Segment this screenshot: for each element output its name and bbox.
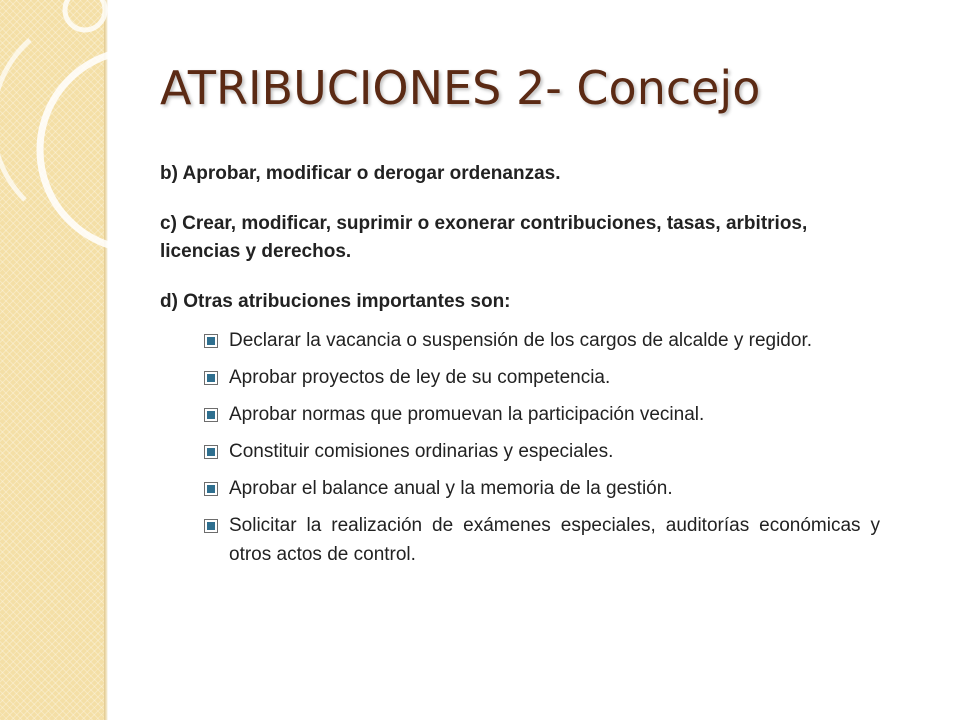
list-item-text: Aprobar normas que promuevan la participación vecinal. — [229, 404, 705, 425]
list-item-text: Declarar la vacancia o suspensión de los cargos de alcalde y regidor. — [229, 330, 812, 351]
checkbox-square-icon — [204, 445, 218, 459]
checkbox-square-icon — [204, 371, 218, 385]
attributions-list — [160, 326, 880, 569]
slide-title: ATRIBUCIONES 2- Concejo — [160, 61, 761, 115]
checkbox-square-icon — [204, 334, 218, 348]
list-item — [204, 363, 880, 392]
paragraph-c: c) Crear, modificar, suprimir o exonerar contribuciones, tasas, arbitrios, licencias y derechos. — [160, 213, 808, 262]
list-item — [204, 474, 880, 503]
list-item-text: Constituir comisiones ordinarias y especiales. — [229, 441, 614, 462]
list-item-text: Solicitar la realización de exámenes especiales, auditorías económicas y otros actos de control. — [229, 515, 880, 565]
list-item — [204, 400, 880, 429]
paragraph-d: d) Otras atribuciones importantes son: — [160, 291, 511, 312]
checkbox-square-icon — [204, 408, 218, 422]
list-item-text: Aprobar proyectos de ley de su competencia. — [229, 367, 611, 388]
list-item — [204, 326, 880, 355]
paragraph-b: b) Aprobar, modificar o derogar ordenanzas. — [160, 163, 561, 184]
checkbox-square-icon — [204, 519, 218, 533]
list-item — [204, 437, 880, 466]
list-item-text: Aprobar el balance anual y la memoria de la gestión. — [229, 478, 673, 499]
slide-content — [160, 160, 880, 577]
list-item — [204, 511, 880, 569]
checkbox-square-icon — [204, 482, 218, 496]
